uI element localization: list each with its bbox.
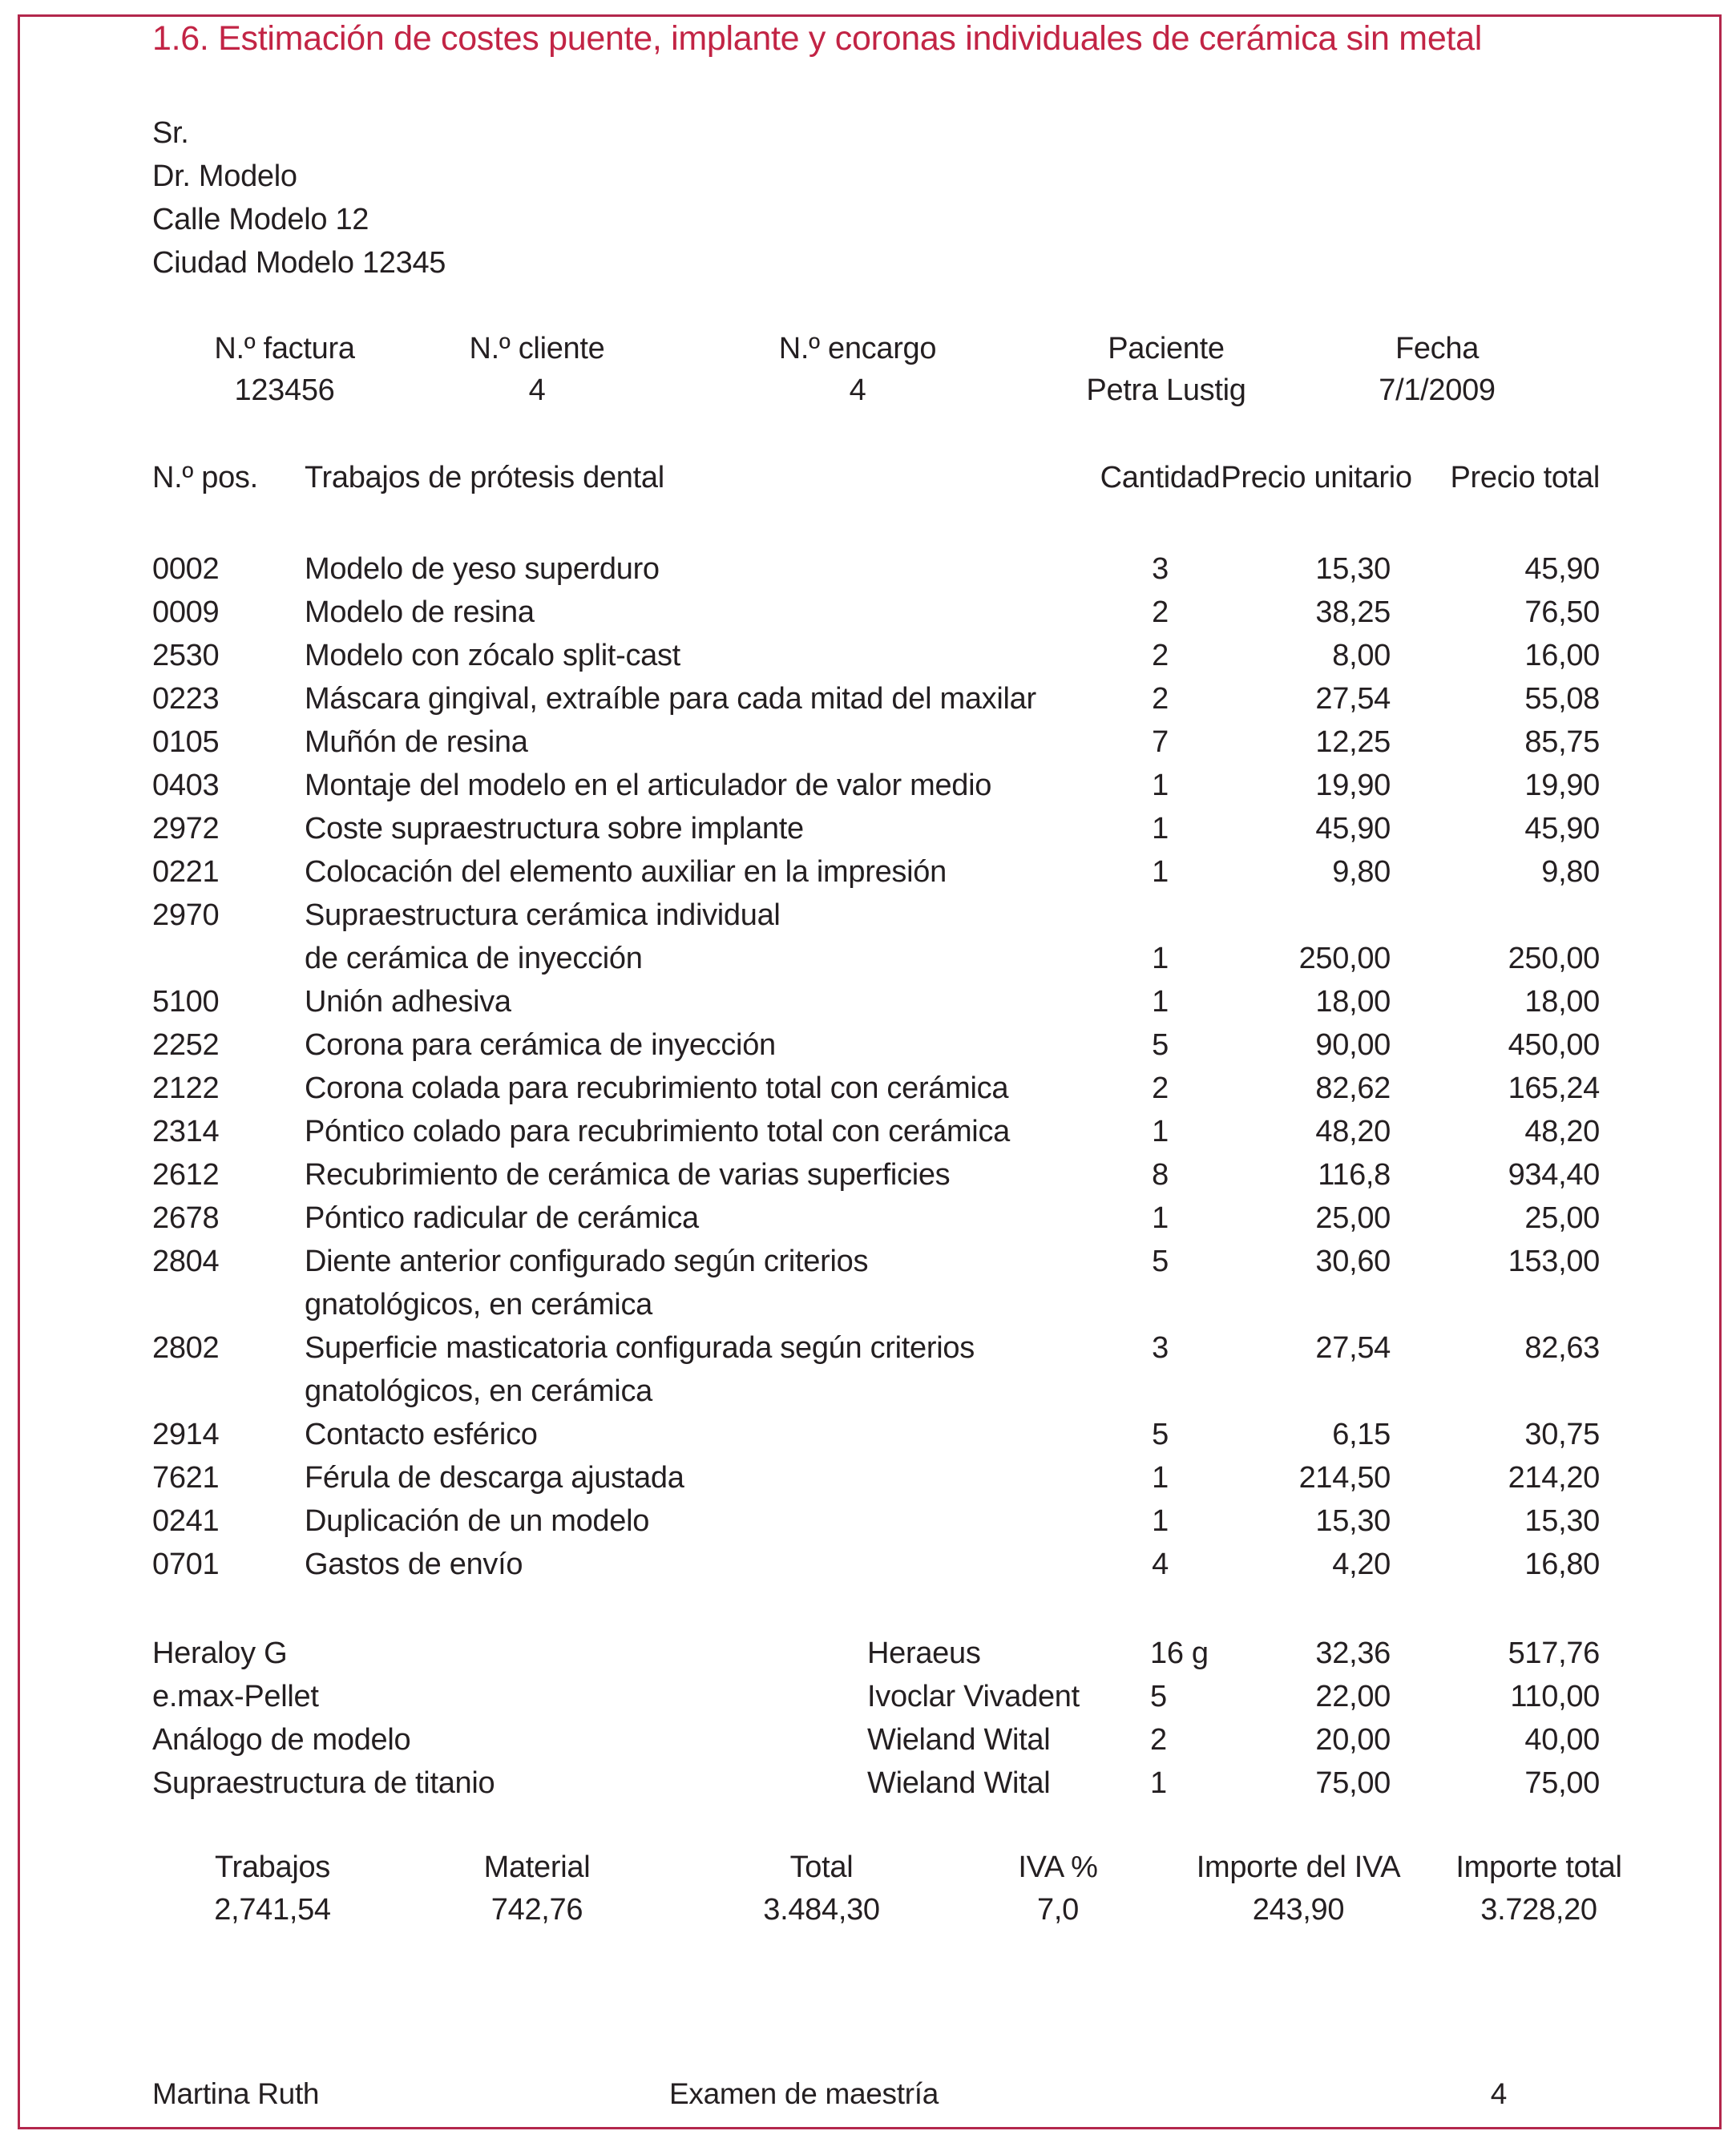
cell-position-number: 2970 [152,898,220,932]
cell-material-unit-price: 32,36 [1315,1636,1391,1670]
cell-position-number: 2804 [152,1244,220,1278]
cell-material-total-price: 517,76 [1508,1636,1600,1670]
cell-total-price: 76,50 [1524,595,1600,629]
cell-description: Unión adhesiva [305,984,511,1019]
cell-unit-price: 15,30 [1315,551,1391,586]
cell-description: Diente anterior configurado según criterios [305,1244,869,1278]
cell-material-unit-price: 75,00 [1315,1766,1391,1800]
totals-labels-row [152,1846,1635,1889]
cell-quantity: 3 [1152,551,1169,586]
cell-quantity: 1 [1152,1114,1169,1148]
cell-quantity: 2 [1152,595,1169,629]
cell-material-quantity: 2 [1150,1722,1167,1757]
cell-material-vendor: Wieland Wital [867,1722,1051,1757]
recipient-line: Dr. Modelo [152,159,297,193]
works-table-header [152,456,1600,499]
recipient-address [152,111,446,285]
footer-page-number: 4 [1490,2077,1507,2110]
table-row [152,1370,1600,1413]
cell-description: Supraestructura cerámica individual [305,898,781,932]
meta-label: N.º factura [214,331,355,365]
table-row [152,1413,1600,1456]
table-row [152,677,1600,720]
cell-unit-price: 12,25 [1315,724,1391,759]
meta-value: 4 [528,373,546,407]
totals-label: Trabajos [214,1850,331,1884]
cell-description: Muñón de resina [305,724,528,759]
cell-position-number: 7621 [152,1460,220,1495]
table-row [152,937,1600,980]
cell-position-number: 2802 [152,1330,220,1365]
cell-description: de cerámica de inyección [305,941,643,975]
cell-quantity: 1 [1152,768,1169,802]
cell-unit-price: 25,00 [1315,1201,1391,1235]
cell-quantity: 2 [1152,638,1169,672]
cell-material-name: e.max-Pellet [152,1679,319,1713]
cell-total-price: 18,00 [1524,984,1600,1019]
cell-description: Corona colada para recubrimiento total con cerámica [305,1071,1009,1105]
cell-total-price: 85,75 [1524,724,1600,759]
cell-description: Máscara gingival, extraíble para cada mitad del maxilar [305,681,1036,716]
cell-unit-price: 27,54 [1315,1330,1391,1365]
recipient-line: Calle Modelo 12 [152,202,369,236]
cell-quantity: 7 [1152,724,1169,759]
table-row [152,547,1600,591]
cell-total-price: 48,20 [1524,1114,1600,1148]
cell-total-price [1403,1370,1600,1413]
cell-quantity: 5 [1152,1244,1169,1278]
cell-description: Modelo de resina [305,595,535,629]
cell-description: Gastos de envío [305,1547,523,1581]
table-row [152,1326,1600,1370]
cell-unit-price [1230,894,1403,937]
meta-label: N.º cliente [469,331,605,365]
table-row [152,1197,1600,1240]
recipient-line: Sr. [152,115,189,150]
cell-quantity [1090,1283,1230,1326]
table-row [152,1023,1600,1067]
cell-description: Coste supraestructura sobre implante [305,811,804,845]
cell-quantity: 1 [1152,984,1169,1019]
cell-quantity: 1 [1152,811,1169,845]
table-row [152,764,1600,807]
cell-quantity: 1 [1152,1503,1169,1538]
cell-position-number: 0221 [152,854,220,889]
cell-description: Póntico radicular de cerámica [305,1201,699,1235]
cell-unit-price: 82,62 [1315,1071,1391,1105]
cell-description: Duplicación de un modelo [305,1503,650,1538]
cell-material-name: Heraloy G [152,1636,288,1670]
cell-position-number: 2314 [152,1114,220,1148]
cell-quantity: 1 [1152,1201,1169,1235]
invoice-meta-values [152,369,1600,411]
cell-position-number: 0701 [152,1547,220,1581]
cell-position-number: 0241 [152,1503,220,1538]
table-row [152,1283,1600,1326]
table-row [152,980,1600,1023]
cell-unit-price: 90,00 [1315,1027,1391,1062]
table-row [152,634,1600,677]
table-row [152,1110,1600,1153]
cell-description: Póntico colado para recubrimiento total con cerámica [305,1114,1010,1148]
meta-label: N.º encargo [778,331,937,365]
table-row [152,850,1600,894]
cell-material-total-price: 75,00 [1524,1766,1600,1800]
material-row [152,1718,1600,1762]
cell-material-unit-price: 22,00 [1315,1679,1391,1713]
page-title: 1.6. Estimación de costes puente, implante y coronas individuales de cerámica sin metal [152,19,1482,58]
cell-description: Modelo de yeso superduro [305,551,660,586]
footer-author: Martina Ruth [152,2077,320,2110]
cell-total-price: 30,75 [1524,1417,1600,1451]
cell-unit-price: 250,00 [1298,941,1391,975]
meta-value: 7/1/2009 [1379,373,1496,407]
cell-quantity: 5 [1152,1027,1169,1062]
cell-unit-price: 38,25 [1315,595,1391,629]
cell-total-price: 25,00 [1524,1201,1600,1235]
cell-position-number: 0009 [152,595,220,629]
cell-position-number: 2122 [152,1071,220,1105]
cell-position-number: 0403 [152,768,220,802]
totals-label: Importe del IVA [1196,1850,1401,1884]
cell-quantity: 1 [1152,854,1169,889]
cell-total-price: 82,63 [1524,1330,1600,1365]
totals-value: 742,76 [491,1892,583,1927]
table-row [152,807,1600,850]
cell-total-price: 250,00 [1508,941,1600,975]
cell-unit-price: 18,00 [1315,984,1391,1019]
cell-position-number [152,1370,305,1413]
table-row [152,894,1600,937]
cell-quantity: 1 [1152,941,1169,975]
totals-value: 2,741,54 [214,1892,331,1927]
cell-unit-price [1230,1283,1403,1326]
cell-unit-price: 8,00 [1332,638,1391,672]
table-row [152,1543,1600,1586]
totals-value: 3.728,20 [1480,1892,1597,1927]
cell-quantity: 1 [1152,1460,1169,1495]
cell-position-number: 0223 [152,681,220,716]
cell-material-name: Supraestructura de titanio [152,1766,495,1800]
column-header-quantity: Cantidad [1100,460,1221,494]
totals-label: IVA % [1018,1850,1098,1884]
cell-total-price: 15,30 [1524,1503,1600,1538]
cell-quantity [1090,894,1230,937]
cell-position-number: 2530 [152,638,220,672]
cell-position-number: 0105 [152,724,220,759]
cell-unit-price: 6,15 [1332,1417,1391,1451]
cell-total-price: 165,24 [1508,1071,1600,1105]
totals-label: Material [483,1850,591,1884]
cell-total-price: 16,80 [1524,1547,1600,1581]
totals-value: 243,90 [1252,1892,1345,1927]
cell-material-quantity: 1 [1150,1766,1167,1800]
cell-description: gnatológicos, en cerámica [305,1374,652,1408]
cell-description: Montaje del modelo en el articulador de valor medio [305,768,992,802]
cell-quantity: 2 [1152,1071,1169,1105]
cell-total-price: 45,90 [1524,551,1600,586]
cell-material-quantity: 5 [1150,1679,1167,1713]
cell-unit-price: 45,90 [1315,811,1391,845]
cell-total-price: 153,00 [1508,1244,1600,1278]
recipient-line: Ciudad Modelo 12345 [152,245,446,280]
meta-label: Paciente [1108,331,1225,365]
cell-position-number: 5100 [152,984,220,1019]
material-row [152,1632,1600,1675]
cell-material-total-price: 40,00 [1524,1722,1600,1757]
cell-total-price [1403,1283,1600,1326]
column-header-pos: N.º pos. [152,460,258,494]
page-footer [152,2072,1507,2116]
cell-description: Contacto esférico [305,1417,538,1451]
totals-values-row [152,1888,1635,1931]
cell-material-vendor: Ivoclar Vivadent [867,1679,1080,1713]
cell-position-number: 2252 [152,1027,220,1062]
cell-material-quantity: 16 g [1150,1636,1209,1670]
cell-material-vendor: Heraeus [867,1636,981,1670]
totals-label: Importe total [1455,1850,1622,1884]
totals-value: 7,0 [1037,1892,1079,1927]
cell-position-number [152,937,305,980]
meta-value: 123456 [234,373,335,407]
cell-material-name: Análogo de modelo [152,1722,411,1757]
cell-quantity: 2 [1152,681,1169,716]
cell-quantity [1090,1370,1230,1413]
cell-description: Colocación del elemento auxiliar en la impresión [305,854,947,889]
cell-total-price: 19,90 [1524,768,1600,802]
cell-description: Superficie masticatoria configurada según criterios [305,1330,975,1365]
cell-unit-price: 19,90 [1315,768,1391,802]
works-table [152,547,1600,1586]
cell-position-number: 2914 [152,1417,220,1451]
cell-unit-price: 48,20 [1315,1114,1391,1148]
cell-unit-price [1230,1370,1403,1413]
cell-quantity: 4 [1152,1547,1169,1581]
cell-quantity: 5 [1152,1417,1169,1451]
cell-position-number: 2612 [152,1157,220,1192]
cell-position-number: 0002 [152,551,220,586]
meta-value: 4 [849,373,866,407]
cell-unit-price: 30,60 [1315,1244,1391,1278]
meta-value: Petra Lustig [1086,373,1246,407]
cell-unit-price: 116,8 [1318,1157,1391,1192]
cell-position-number: 2972 [152,811,220,845]
cell-unit-price: 4,20 [1332,1547,1391,1581]
table-row [152,1456,1600,1499]
table-row [152,720,1600,764]
material-row [152,1675,1600,1718]
table-row [152,591,1600,634]
cell-material-vendor: Wieland Wital [867,1766,1051,1800]
cell-unit-price: 15,30 [1315,1503,1391,1538]
table-row [152,1499,1600,1543]
meta-label: Fecha [1395,331,1480,365]
cell-total-price: 16,00 [1524,638,1600,672]
cell-total-price: 450,00 [1508,1027,1600,1062]
cell-quantity: 3 [1152,1330,1169,1365]
cell-material-unit-price: 20,00 [1315,1722,1391,1757]
cell-quantity: 8 [1152,1157,1169,1192]
table-row [152,1067,1600,1110]
column-header-unit-price: Precio unitario [1221,460,1412,494]
cell-description: gnatológicos, en cerámica [305,1287,652,1322]
cell-total-price: 45,90 [1524,811,1600,845]
cell-description: Corona para cerámica de inyección [305,1027,776,1062]
cell-material-total-price: 110,00 [1510,1679,1600,1713]
totals-label: Total [789,1850,854,1884]
cell-total-price: 55,08 [1524,681,1600,716]
cell-unit-price: 9,80 [1332,854,1391,889]
cell-description: Férula de descarga ajustada [305,1460,684,1495]
cell-unit-price: 27,54 [1315,681,1391,716]
invoice-meta-labels [152,328,1600,369]
cell-total-price [1403,894,1600,937]
column-header-job: Trabajos de prótesis dental [305,460,664,494]
column-header-total-price: Precio total [1450,460,1600,494]
cell-total-price: 934,40 [1508,1157,1600,1192]
cell-description: Modelo con zócalo split-cast [305,638,680,672]
cell-position-number: 2678 [152,1201,220,1235]
totals-value: 3.484,30 [763,1892,880,1927]
cell-total-price: 214,20 [1508,1460,1600,1495]
material-row [152,1762,1600,1805]
footer-document-title: Examen de maestría [669,2077,939,2110]
cell-description: Recubrimiento de cerámica de varias superficies [305,1157,951,1192]
cell-position-number [152,1283,305,1326]
cell-unit-price: 214,50 [1298,1460,1391,1495]
table-row [152,1153,1600,1197]
table-row [152,1240,1600,1283]
materials-table [152,1632,1600,1805]
cell-total-price: 9,80 [1541,854,1600,889]
